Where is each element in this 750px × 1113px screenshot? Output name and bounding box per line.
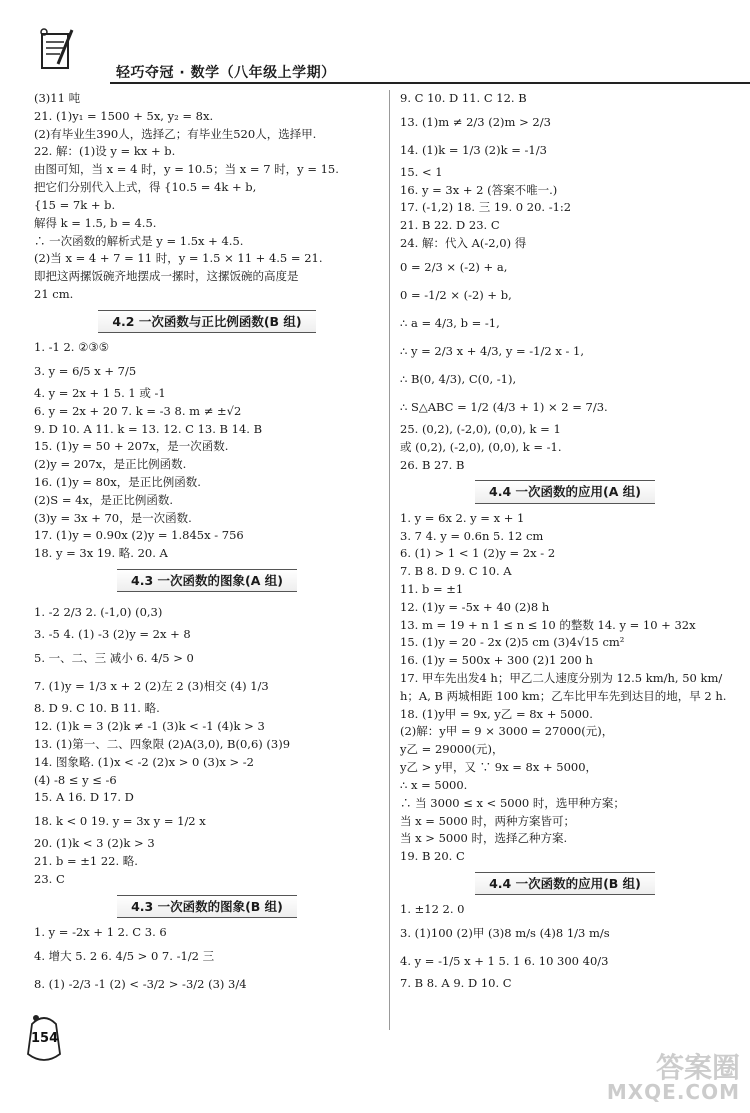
answer-line: 4. 增大 5. 2 6. 4/5 > 0 7. -1/2 三 — [34, 948, 215, 963]
answer-line: ∴ 当 3000 ≤ x < 5000 时，选甲种方案； — [400, 795, 625, 810]
answer-line: 由图可知，当 x = 4 时，y = 10.5；当 x = 7 时，y = 15. — [34, 162, 339, 177]
answer-line: ∴ 一次函数的解析式是 y = 1.5x + 4.5. — [34, 233, 244, 248]
answer-line: 3. -5 4. (1) -3 (2)y = 2x + 8 — [34, 627, 191, 642]
answer-line: 23. C — [34, 871, 65, 886]
book-title: 轻巧夺冠 · 数学（八年级上学期） — [116, 65, 336, 81]
answer-line: 14. 图象略. (1)x < -2 (2)x > 0 (3)x > -2 — [34, 754, 254, 769]
header-rule — [110, 82, 750, 84]
answer-line: 7. B 8. D 9. C 10. A — [400, 564, 512, 579]
answer-line: 9. D 10. A 11. k = 13. 12. C 13. B 14. B — [34, 421, 263, 436]
answer-line: 1. y = 6x 2. y = x + 1 — [400, 510, 525, 525]
answer-line: 21. B 22. D 23. C — [400, 218, 500, 233]
answer-line: 把它们分别代入上式，得 {10.5 = 4k + b, — [34, 180, 257, 195]
answer-line: 24. 解：代入 A(-2,0) 得 — [400, 236, 527, 251]
answer-line: 0 = -1/2 × (-2) + b, — [400, 287, 512, 302]
section-heading-label: 4.4 一次函数的应用(A 组) — [475, 480, 655, 503]
page-header — [30, 18, 730, 81]
answer-line: 当 x > 5000 时，选择乙种方案. — [400, 831, 568, 846]
answer-line: (2)解：y甲 = 9 × 3000 = 27000(元)， — [400, 724, 614, 739]
answer-line: 15. A 16. D 17. D — [34, 790, 134, 805]
answer-line: (2)当 x = 4 + 7 = 11 时，y = 1.5 × 11 + 4.5 = 21. — [34, 251, 323, 266]
right-column — [400, 90, 730, 993]
answer-line: 21. b = ±1 22. 略. — [34, 853, 138, 868]
answer-line: 12. (1)y = -5x + 40 (2)8 h — [400, 599, 550, 614]
answer-line: 18. k < 0 19. y = 3x y = 1/2 x — [34, 814, 206, 829]
section-heading-label: 4.3 一次函数的图象(A 组) — [117, 569, 297, 592]
watermark — [606, 1050, 740, 1104]
page-number: 154 — [31, 1031, 59, 1046]
answer-line: 17. (1)y = 0.90x (2)y = 1.845x - 756 — [34, 528, 244, 543]
answer-line: 13. (1)第一、二、四象限 (2)A(3,0), B(0,6) (3)9 — [34, 736, 291, 751]
answer-line: 1. ±12 2. 0 — [400, 902, 465, 917]
answer-line: 8. D 9. C 10. B 11. 略. — [34, 701, 160, 716]
column-divider — [389, 90, 390, 1030]
answer-line: y乙 > y甲，又 ∵ 9x = 8x + 5000， — [400, 760, 598, 775]
answer-line: {15 = 7k + b. — [34, 197, 116, 212]
answer-line: 19. B 20. C — [400, 849, 465, 864]
answer-line: (2)有毕业生390人，选择乙；有毕业生520人，选择甲. — [34, 126, 317, 141]
answer-line: (2)y = 207x，是正比例函数. — [34, 457, 187, 472]
answer-line: 1. -2 2/3 2. (-1,0) (0,3) — [34, 605, 163, 620]
answer-line: 0 = 2/3 × (-2) + a, — [400, 259, 508, 274]
watermark-line1: 答案圈 — [655, 1050, 740, 1084]
answer-line: 12. (1)k = 3 (2)k ≠ -1 (3)k < -1 (4)k > 3 — [34, 719, 265, 734]
answer-line: 8. (1) -2/3 -1 (2) < -3/2 > -3/2 (3) 3/4 — [34, 976, 247, 991]
answer-line: ∴ a = 4/3, b = -1, — [400, 315, 500, 330]
answer-line: 3. (1)100 (2)甲 (3)8 m/s (4)8 1/3 m/s — [400, 926, 610, 941]
answer-line: (3)11 吨 — [34, 91, 81, 105]
answer-line: 4. y = 2x + 1 5. 1 或 -1 — [34, 385, 166, 400]
section-heading-label: 4.4 一次函数的应用(B 组) — [475, 872, 655, 895]
left-column — [34, 90, 380, 998]
answer-line: 5. 一、二、三 减小 6. 4/5 > 0 — [34, 651, 194, 666]
answer-line: 25. (0,2), (-2,0), (0,0), k = 1 — [400, 421, 561, 436]
answer-line: 6. y = 2x + 20 7. k = -3 8. m ≠ ±√2 — [34, 403, 242, 418]
answer-line: (2)S = 4x，是正比例函数. — [34, 492, 174, 507]
answer-line: 1. -1 2. ②③⑤ — [34, 340, 110, 355]
watermark-line2: MXQE.COM — [606, 1080, 740, 1104]
answer-line: 22. 解：(1)设 y = kx + b. — [34, 144, 176, 159]
answer-line: (4) -8 ≤ y ≤ -6 — [34, 772, 117, 787]
answer-line: 当 x = 5000 时，两种方案皆可； — [400, 813, 576, 828]
answer-line: 4. y = -1/5 x + 1 5. 1 6. 10 300 40/3 — [400, 954, 609, 969]
section-heading — [400, 872, 730, 895]
notebook-logo-icon — [36, 26, 80, 74]
answer-line: 26. B 27. B — [400, 457, 465, 472]
answer-line: 9. C 10. D 11. C 12. B — [400, 91, 527, 105]
answer-line: ∴ x = 5000. — [400, 777, 468, 792]
answer-line: h；A, B 两城相距 100 km；乙车比甲车先到达目的地，早 2 h. — [400, 688, 727, 703]
answer-line: 17. (-1,2) 18. 三 19. 0 20. -1:2 — [400, 200, 572, 215]
answer-line: ∴ B(0, 4/3), C(0, -1), — [400, 371, 517, 386]
section-heading — [400, 480, 730, 503]
answer-line: ∴ y = 2/3 x + 4/3, y = -1/2 x - 1, — [400, 343, 584, 358]
answer-line: 15. < 1 — [400, 164, 443, 179]
answer-line: 解得 k = 1.5, b = 4.5. — [34, 215, 157, 230]
answer-line: 21 cm. — [34, 286, 74, 301]
section-heading — [34, 569, 380, 592]
answer-line: 7. (1)y = 1/3 x + 2 (2)左 2 (3)相交 (4) 1/3 — [34, 679, 269, 694]
answer-line: y乙 = 29000(元)， — [400, 742, 504, 757]
answer-line: 15. (1)y = 50 + 207x，是一次函数. — [34, 439, 229, 454]
answer-line: 16. y = 3x + 2 (答案不唯一.) — [400, 182, 558, 197]
answer-line: 6. (1) > 1 < 1 (2)y = 2x - 2 — [400, 546, 556, 561]
answer-line: 16. (1)y = 80x，是正比例函数. — [34, 475, 201, 489]
answer-line: ∴ S△ABC = 1/2 (4/3 + 1) × 2 = 7/3. — [400, 399, 608, 414]
answer-line: 18. (1)y甲 = 9x, y乙 = 8x + 5000. — [400, 706, 593, 721]
answer-line: 14. (1)k = 1/3 (2)k = -1/3 — [400, 142, 547, 157]
answer-line: (3)y = 3x + 70，是一次函数. — [34, 510, 192, 525]
answer-line: 13. (1)m ≠ 2/3 (2)m > 2/3 — [400, 114, 551, 129]
answer-line: 20. (1)k < 3 (2)k > 3 — [34, 836, 155, 851]
section-heading — [34, 310, 380, 333]
answer-line: 17. 甲车先出发4 h；甲乙二人速度分别为 12.5 km/h, 50 km/ — [400, 671, 723, 685]
answer-line: 3. 7 4. y = 0.6n 5. 12 cm — [400, 528, 544, 543]
answer-line: 1. y = -2x + 1 2. C 3. 6 — [34, 924, 167, 939]
section-heading-label: 4.3 一次函数的图象(B 组) — [117, 895, 297, 918]
answer-line: 11. b = ±1 — [400, 581, 464, 596]
answer-line: 15. (1)y = 20 - 2x (2)5 cm (3)4√15 cm² — [400, 635, 625, 650]
section-heading-label: 4.2 一次函数与正比例函数(B 组) — [98, 310, 315, 333]
answer-line: 3. y = 6/5 x + 7/5 — [34, 363, 137, 378]
answer-line: 21. (1)y₁ = 1500 + 5x, y₂ = 8x. — [34, 108, 214, 123]
answer-line: 即把这两摞饭碗齐地摆成一摞时，这摞饭碗的高度是 — [34, 269, 299, 284]
answer-line: 16. (1)y = 500x + 300 (2)1 200 h — [400, 653, 593, 668]
answer-line: 13. m = 19 + n 1 ≤ n ≤ 10 的整数 14. y = 10 + 32x — [400, 617, 696, 632]
answer-line: 18. y = 3x 19. 略. 20. A — [34, 546, 168, 561]
section-heading — [34, 895, 380, 918]
answer-line: 7. B 8. A 9. D 10. C — [400, 976, 512, 991]
answer-line: 或 (0,2), (-2,0), (0,0), k = -1. — [400, 439, 562, 454]
